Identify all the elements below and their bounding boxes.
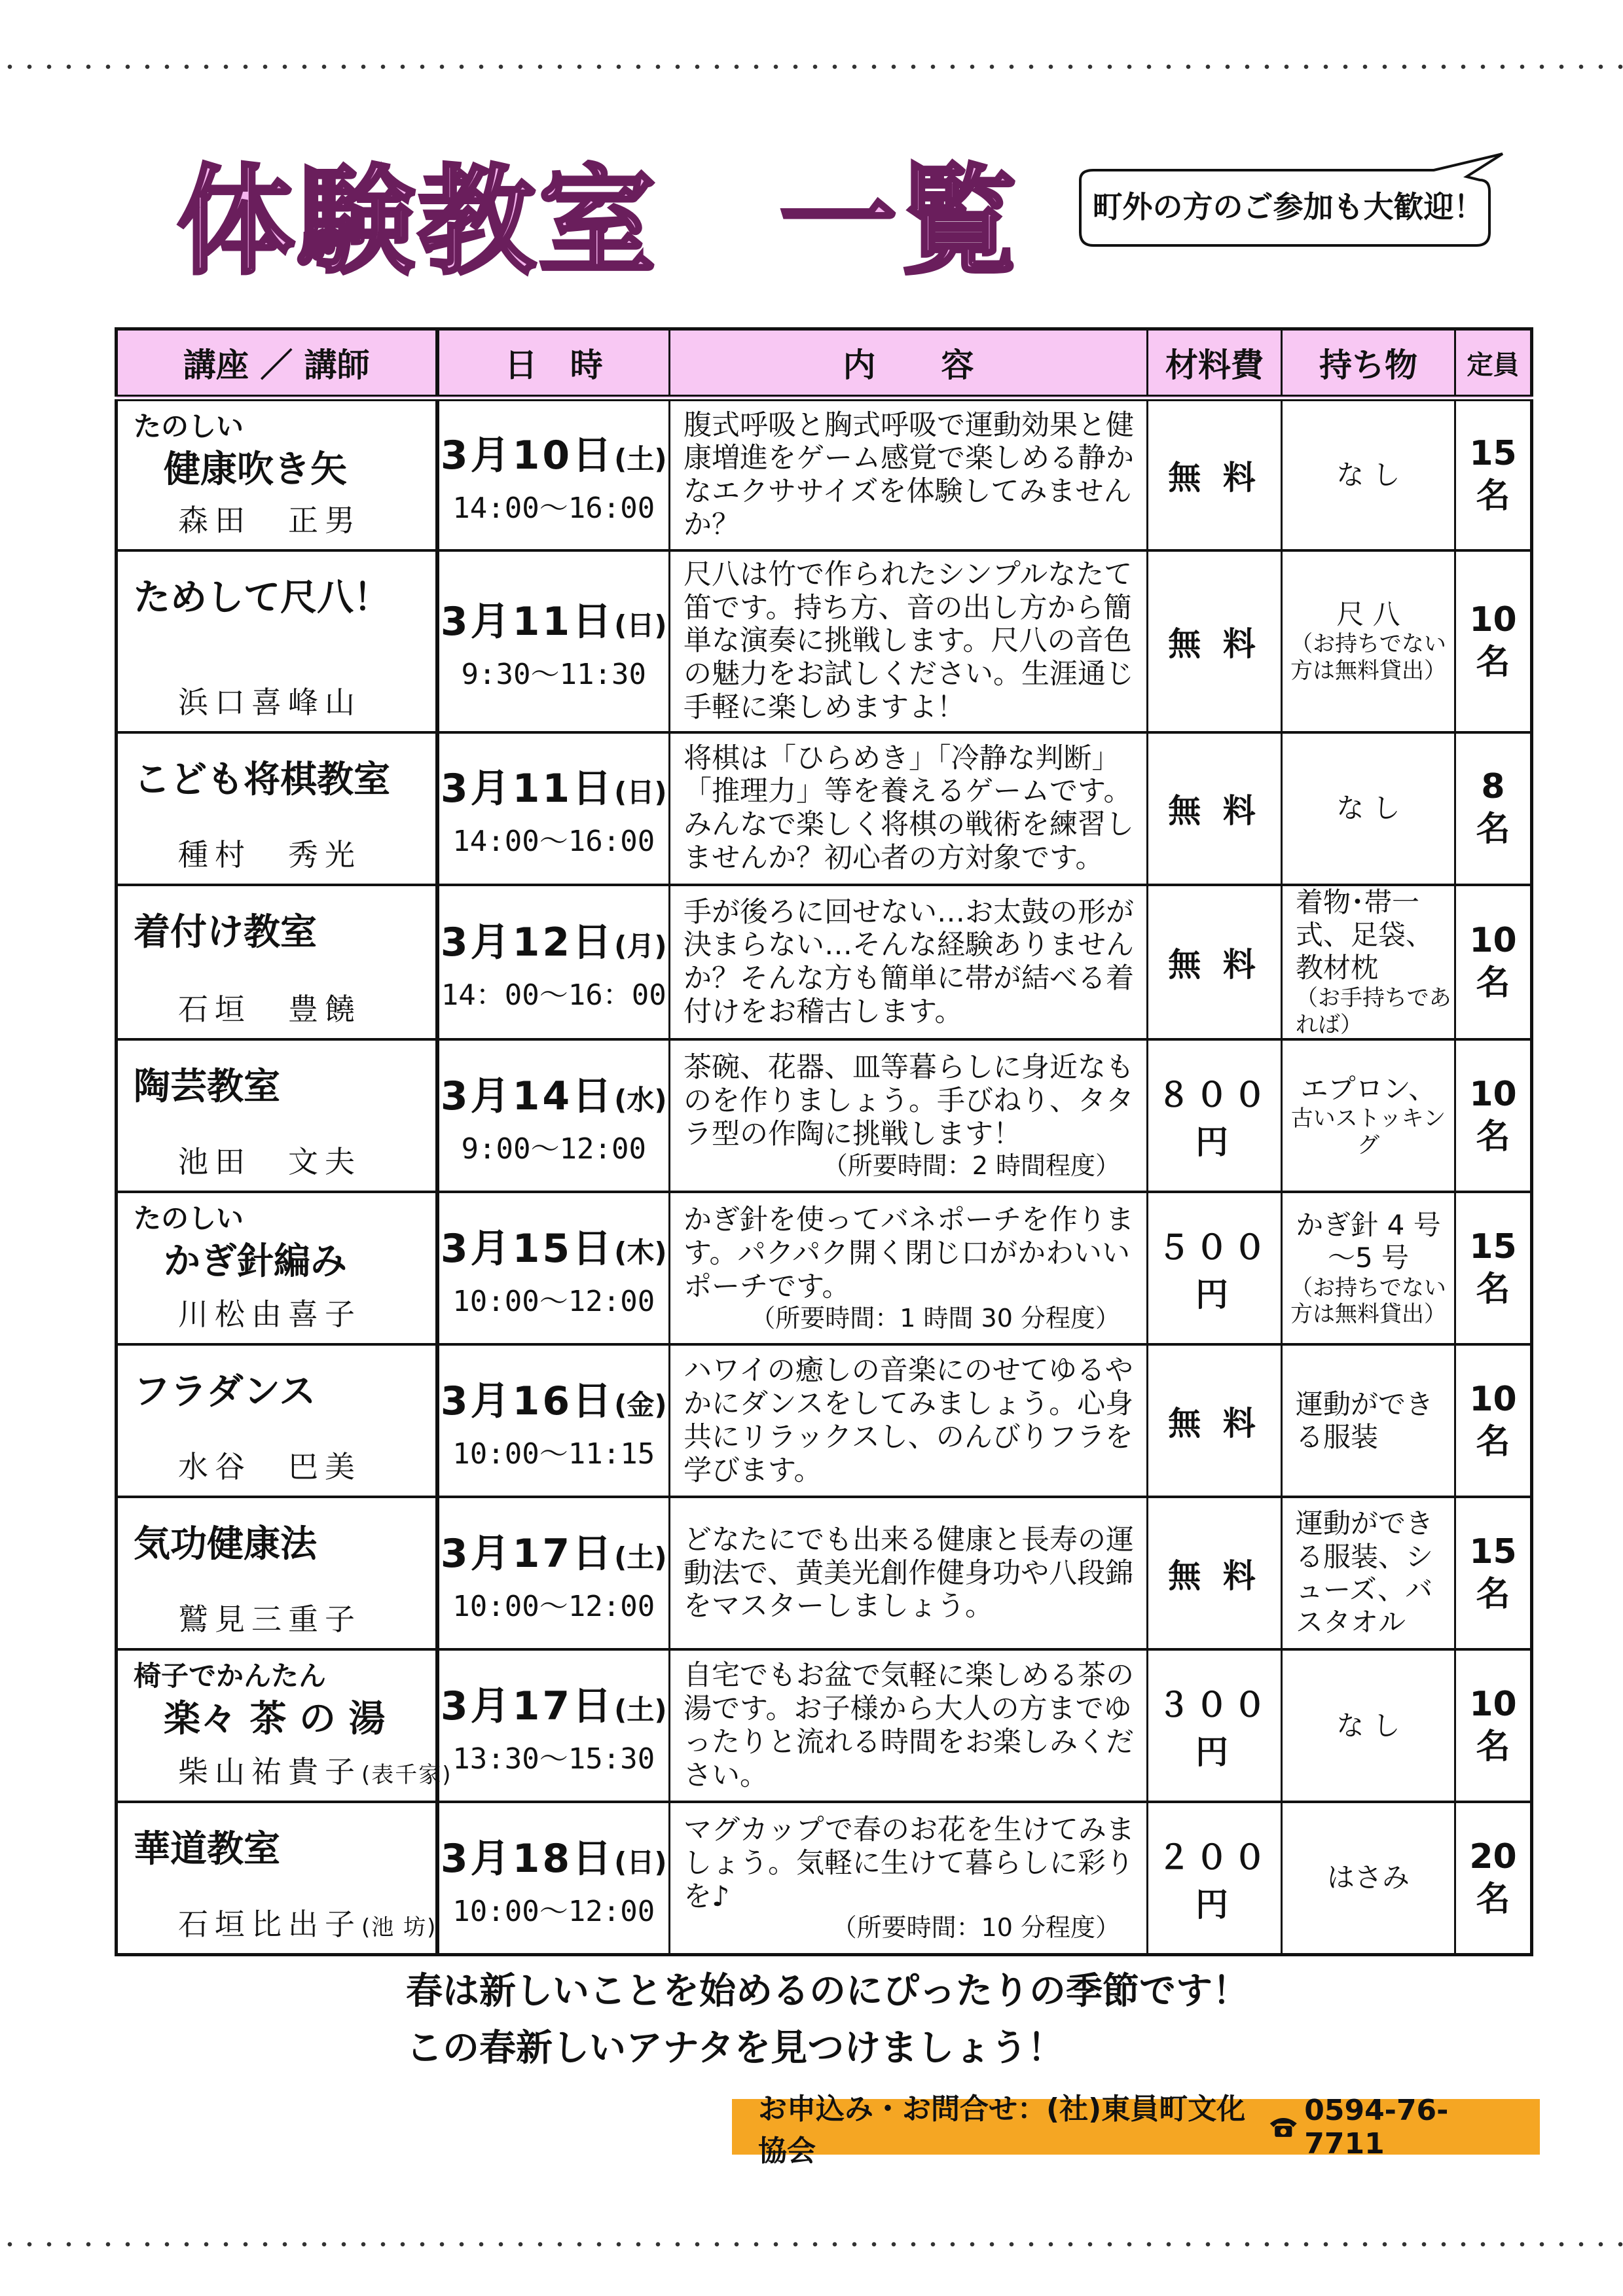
- items-note: （お手持ちであれば）: [1296, 984, 1451, 1038]
- items-cell: [1282, 398, 1455, 550]
- fee-cell: ２００円: [1148, 1802, 1282, 1954]
- content-cell: [670, 1344, 1148, 1497]
- content-text: 自宅でもお盆で気軽に楽しめる茶の湯です。お子様から大人の方までゆったりと流れる時間をお楽しみください。: [684, 1659, 1134, 1792]
- datetime-cell: [437, 1344, 670, 1497]
- fee-cell: ５００円: [1148, 1192, 1282, 1344]
- date-text: 3月14日: [440, 1073, 615, 1119]
- course-subtitle: 椅子でかんたん: [134, 1660, 327, 1693]
- fee-cell: 無 料: [1148, 885, 1282, 1040]
- table-header-row: [117, 329, 1532, 399]
- items-cell: [1282, 1344, 1455, 1497]
- day-of-week: (日): [614, 1846, 667, 1878]
- day-of-week: (日): [614, 776, 667, 809]
- capacity-number: 10: [1469, 1074, 1517, 1114]
- capacity-number: 10: [1469, 921, 1517, 961]
- items-cell: [1282, 1039, 1455, 1192]
- slogan-line-2: この春新しいアナタを見つけましょう！: [406, 2026, 1065, 2070]
- table-row: [117, 398, 1532, 550]
- class-time: 9:00～12:00: [461, 1132, 646, 1166]
- class-time: 13:30～15:30: [452, 1742, 655, 1776]
- fee-cell: 無 料: [1148, 550, 1282, 732]
- datetime-cell: [437, 398, 670, 550]
- content-text: 手が後ろに回せない…お太鼓の形が決まらない…そんな経験ありませんか？そんな方も簡単に帯が結べる着付けをお稽古します。: [684, 895, 1134, 1028]
- capacity-cell: [1455, 732, 1532, 885]
- capacity-unit: 名: [1476, 1269, 1510, 1309]
- fee-cell: 無 料: [1148, 398, 1282, 550]
- day-of-week: (木): [614, 1236, 667, 1268]
- date-text: 3月10日: [440, 433, 615, 478]
- items-text: な し: [1336, 791, 1400, 824]
- capacity-unit: 名: [1476, 1879, 1510, 1919]
- header-datetime: 日 時: [437, 329, 670, 399]
- datetime-cell: [437, 550, 670, 732]
- date-text: 3月11日: [440, 766, 615, 812]
- day-of-week: (日): [614, 609, 667, 641]
- items-text: な し: [1336, 458, 1400, 491]
- teacher-name: [178, 1596, 361, 1639]
- items-text: 運動ができる服装、シューズ、バスタオル: [1296, 1507, 1434, 1639]
- class-date: [439, 911, 669, 967]
- capacity-unit: 名: [1476, 1422, 1510, 1462]
- table-row: [117, 885, 1532, 1040]
- date-text: 3月15日: [440, 1225, 615, 1272]
- date-text: 3月17日: [440, 1530, 615, 1577]
- course-subtitle: たのしい: [134, 1202, 244, 1235]
- class-schedule-table: [115, 327, 1533, 1956]
- teacher-text: 種村 秀光: [178, 836, 361, 872]
- datetime-cell: [437, 1039, 670, 1192]
- table-row: [117, 1497, 1532, 1649]
- teacher-text: 川松由喜子: [178, 1297, 361, 1333]
- content-cell: [670, 1497, 1148, 1649]
- telephone-icon: [1267, 2114, 1300, 2140]
- class-date: [439, 1065, 669, 1121]
- capacity-number: 8: [1481, 767, 1505, 807]
- teacher-text: 池田 文夫: [178, 1144, 361, 1180]
- teacher-name: [178, 679, 361, 722]
- duration-note: （所要時間：10 分程度）: [831, 1913, 1120, 1943]
- items-text: 運動ができる服装: [1296, 1388, 1434, 1453]
- fee-cell: ８００円: [1148, 1039, 1282, 1192]
- teacher-name: [178, 1901, 437, 1944]
- fee-cell: 無 料: [1148, 1497, 1282, 1649]
- items-note: （お持ちでない方は無料貸出）: [1290, 631, 1446, 685]
- datetime-cell: [437, 732, 670, 885]
- content-cell: [670, 1192, 1148, 1344]
- items-note: （お持ちでない方は無料貸出）: [1290, 1274, 1446, 1328]
- items-cell: [1282, 732, 1455, 885]
- dotted-border-bottom: [0, 2242, 1623, 2247]
- content-text: 将棋は「ひらめき」「冷静な判断」「推理力」等を養えるゲームです。みんなで楽しく将棋の戦術を練習しませんか？初心者の方対象です。: [684, 742, 1134, 874]
- table-row: [117, 732, 1532, 885]
- header-items: 持ち物: [1282, 329, 1455, 399]
- day-of-week: (土): [614, 1693, 667, 1726]
- teacher-school: (池 坊): [361, 1914, 437, 1941]
- class-time: 9:30～11:30: [461, 657, 646, 691]
- table-row: [117, 550, 1532, 732]
- teacher-name: [178, 1443, 361, 1486]
- date-text: 3月16日: [440, 1378, 615, 1424]
- day-of-week: (水): [614, 1083, 667, 1116]
- speech-bubble-text: 町外の方のご参加も大歓迎！: [1092, 188, 1484, 224]
- content-text: マグカップで春のお花を生けてみましょう。気軽に生けて暮らしに彩りを♪: [684, 1814, 1135, 1913]
- course-cell: [117, 885, 437, 1040]
- table-row: [117, 1192, 1532, 1344]
- content-text: かぎ針を使ってバネポーチを作ります。パクパク開く閉じ口がかわいいポーチです。: [684, 1204, 1134, 1303]
- course-name: 楽々 茶 の 湯: [164, 1698, 386, 1741]
- duration-note: （所要時間：2 時間程度）: [822, 1151, 1120, 1180]
- items-cell: [1282, 1649, 1455, 1802]
- content-cell: [670, 885, 1148, 1040]
- course-name: ためして尺八！: [134, 577, 390, 619]
- header-fee: 材料費: [1148, 329, 1282, 399]
- items-text: 尺 八: [1336, 598, 1400, 630]
- capacity-unit: 名: [1476, 476, 1510, 516]
- teacher-text: 柴山祐貴子: [178, 1754, 361, 1790]
- date-text: 3月17日: [440, 1683, 615, 1729]
- fee-cell: 無 料: [1148, 1344, 1282, 1497]
- content-cell: [670, 1039, 1148, 1192]
- datetime-cell: [437, 1192, 670, 1344]
- class-date: [439, 1827, 669, 1884]
- capacity-number: 15: [1469, 1227, 1517, 1266]
- capacity-unit: 名: [1476, 642, 1510, 682]
- datetime-cell: [437, 1802, 670, 1954]
- capacity-number: 20: [1469, 1837, 1517, 1876]
- capacity-cell: [1455, 885, 1532, 1040]
- course-name: 健康吹き矢: [164, 448, 347, 491]
- class-time: 14:00～16:00: [452, 492, 655, 525]
- teacher-name: [178, 1748, 452, 1791]
- capacity-unit: 名: [1476, 810, 1510, 850]
- class-time: 10:00～12:00: [452, 1894, 655, 1928]
- content-text: どなたにでも出来る健康と長寿の運動法で、黄美光創作健身功や八段錦をマスターしましょう。: [684, 1523, 1134, 1623]
- class-date: [439, 757, 669, 814]
- contact-banner: [732, 2092, 1540, 2168]
- course-cell: [117, 1497, 437, 1649]
- class-time: 10:00～12:00: [452, 1589, 655, 1623]
- course-cell: [117, 732, 437, 885]
- teacher-name: [178, 1138, 361, 1181]
- capacity-number: 15: [1469, 1532, 1517, 1571]
- datetime-cell: [437, 885, 670, 1040]
- content-text: ハワイの癒しの音楽にのせてゆるやかにダンスをしてみましょう。心身共にリラックスし、のんびりフラを学びます。: [684, 1354, 1134, 1487]
- contact-phone: [1267, 2094, 1514, 2161]
- day-of-week: (土): [614, 1541, 667, 1573]
- course-name: 着付け教室: [134, 910, 317, 954]
- contact-label: お申込み・お問合せ：(社)東員町文化協会: [758, 2092, 1246, 2168]
- capacity-unit: 名: [1476, 1727, 1510, 1767]
- class-time: 10:00～12:00: [452, 1284, 655, 1318]
- speech-bubble: [1067, 151, 1509, 252]
- items-cell: [1282, 1497, 1455, 1649]
- day-of-week: (月): [614, 930, 667, 963]
- capacity-unit: 名: [1476, 1574, 1510, 1614]
- teacher-name: [178, 497, 361, 540]
- class-time: 14:00～16:00: [452, 825, 655, 859]
- table-row: [117, 1039, 1532, 1192]
- teacher-text: 森田 正男: [178, 503, 361, 538]
- day-of-week: (土): [614, 443, 667, 475]
- capacity-cell: [1455, 1039, 1532, 1192]
- items-cell: [1282, 550, 1455, 732]
- course-cell: [117, 1649, 452, 1802]
- phone-number: 0594-76-7711: [1304, 2093, 1449, 2161]
- teacher-text: 水谷 巴美: [178, 1449, 361, 1485]
- class-date: [439, 1522, 669, 1579]
- capacity-cell: [1455, 398, 1532, 550]
- capacity-number: 15: [1469, 434, 1517, 473]
- class-date: [439, 1675, 669, 1731]
- course-cell: [117, 1344, 437, 1497]
- datetime-cell: [437, 1649, 670, 1802]
- date-text: 3月11日: [440, 598, 615, 645]
- capacity-number: 10: [1469, 1379, 1517, 1419]
- content-cell: [670, 1649, 1148, 1802]
- capacity-cell: [1455, 1192, 1532, 1344]
- class-date: [439, 424, 669, 480]
- content-cell: [670, 1802, 1148, 1954]
- header-content: 内 容: [670, 329, 1148, 399]
- teacher-name: [178, 1291, 361, 1334]
- teacher-name: [178, 986, 361, 1029]
- capacity-cell: [1455, 1344, 1532, 1497]
- teacher-text: 石垣比出子: [178, 1906, 361, 1942]
- capacity-cell: [1455, 1802, 1532, 1954]
- table-row: [117, 1649, 1532, 1802]
- capacity-number: 10: [1469, 1684, 1517, 1724]
- capacity-cell: [1455, 1497, 1532, 1649]
- class-date: [439, 1217, 669, 1274]
- capacity-unit: 名: [1476, 1117, 1510, 1157]
- items-note: 古いストッキング: [1290, 1105, 1446, 1159]
- date-text: 3月12日: [440, 920, 615, 966]
- items-cell: [1282, 1802, 1455, 1954]
- course-name: フラダンス: [134, 1371, 316, 1414]
- fee-cell: ３００円: [1148, 1649, 1282, 1802]
- duration-note: （所要時間：1 時間 30 分程度）: [750, 1303, 1120, 1333]
- class-date: [439, 1370, 669, 1426]
- date-text: 3月18日: [440, 1835, 615, 1882]
- datetime-cell: [437, 1497, 670, 1649]
- capacity-cell: [1455, 1649, 1532, 1802]
- course-cell: [117, 398, 437, 550]
- items-cell: [1282, 1192, 1455, 1344]
- course-name: かぎ針編み: [164, 1240, 347, 1283]
- teacher-text: 石垣 豊饒: [178, 992, 361, 1028]
- course-cell: [117, 1039, 437, 1192]
- items-text: エプロン、: [1300, 1072, 1436, 1105]
- slogan: [406, 1964, 1249, 2077]
- capacity-cell: [1455, 550, 1532, 732]
- table-row: [117, 1802, 1532, 1954]
- items-text: な し: [1336, 1709, 1400, 1742]
- items-text: かぎ針 4 号～5 号: [1296, 1208, 1441, 1274]
- items-cell: [1282, 885, 1455, 1040]
- capacity-number: 10: [1469, 600, 1517, 639]
- content-text: 尺八は竹で作られたシンプルなたて笛です。持ち方、音の出し方から簡単な演奏に挑戦します。尺八の音色の魅力をお試しください。生涯通じ手軽に楽しめますよ！: [684, 558, 1134, 724]
- course-subtitle: たのしい: [134, 410, 244, 442]
- page-title: 体験教室 一覧: [177, 154, 1021, 291]
- content-text: 茶碗、花器、皿等暮らしに身近なものを作りましょう。手びねり、タタラ型の作陶に挑戦します！: [684, 1051, 1134, 1151]
- content-text: 腹式呼吸と胸式呼吸で運動効果と健康増進をゲーム感覚で楽しめる静かなエクササイズを体験してみませんか？: [684, 408, 1134, 541]
- teacher-text: 鷲見三重子: [178, 1602, 361, 1638]
- dotted-border-top: [0, 64, 1623, 69]
- table-row: [117, 1344, 1532, 1497]
- teacher-school: (表千家): [361, 1762, 452, 1789]
- capacity-unit: 名: [1476, 963, 1510, 1003]
- items-text: 着物･帯一式、足袋、教材枕: [1296, 886, 1434, 984]
- fee-cell: 無 料: [1148, 732, 1282, 885]
- course-name: 陶芸教室: [134, 1066, 280, 1109]
- course-cell: [117, 550, 437, 732]
- class-time: 10:00～11:15: [452, 1437, 655, 1471]
- course-name: 華道教室: [134, 1828, 280, 1871]
- class-date: [439, 590, 669, 647]
- course-cell: [117, 1192, 437, 1344]
- items-text: はさみ: [1326, 1861, 1410, 1894]
- content-cell: [670, 398, 1148, 550]
- content-cell: [670, 550, 1148, 732]
- slogan-line-1: 春は新しいことを始めるのにぴったりの季節です！: [406, 1970, 1249, 2013]
- course-name: 気功健康法: [134, 1523, 317, 1566]
- teacher-text: 浜口喜峰山: [178, 684, 361, 720]
- course-name: こども将棋教室: [134, 758, 390, 801]
- class-time: 14：00～16：00: [441, 978, 666, 1013]
- teacher-name: [178, 831, 361, 874]
- course-cell: [117, 1802, 437, 1954]
- header-capacity: 定員: [1455, 329, 1532, 399]
- day-of-week: (金): [614, 1388, 667, 1421]
- content-cell: [670, 732, 1148, 885]
- header-course: 講座 ／ 講師: [117, 329, 437, 399]
